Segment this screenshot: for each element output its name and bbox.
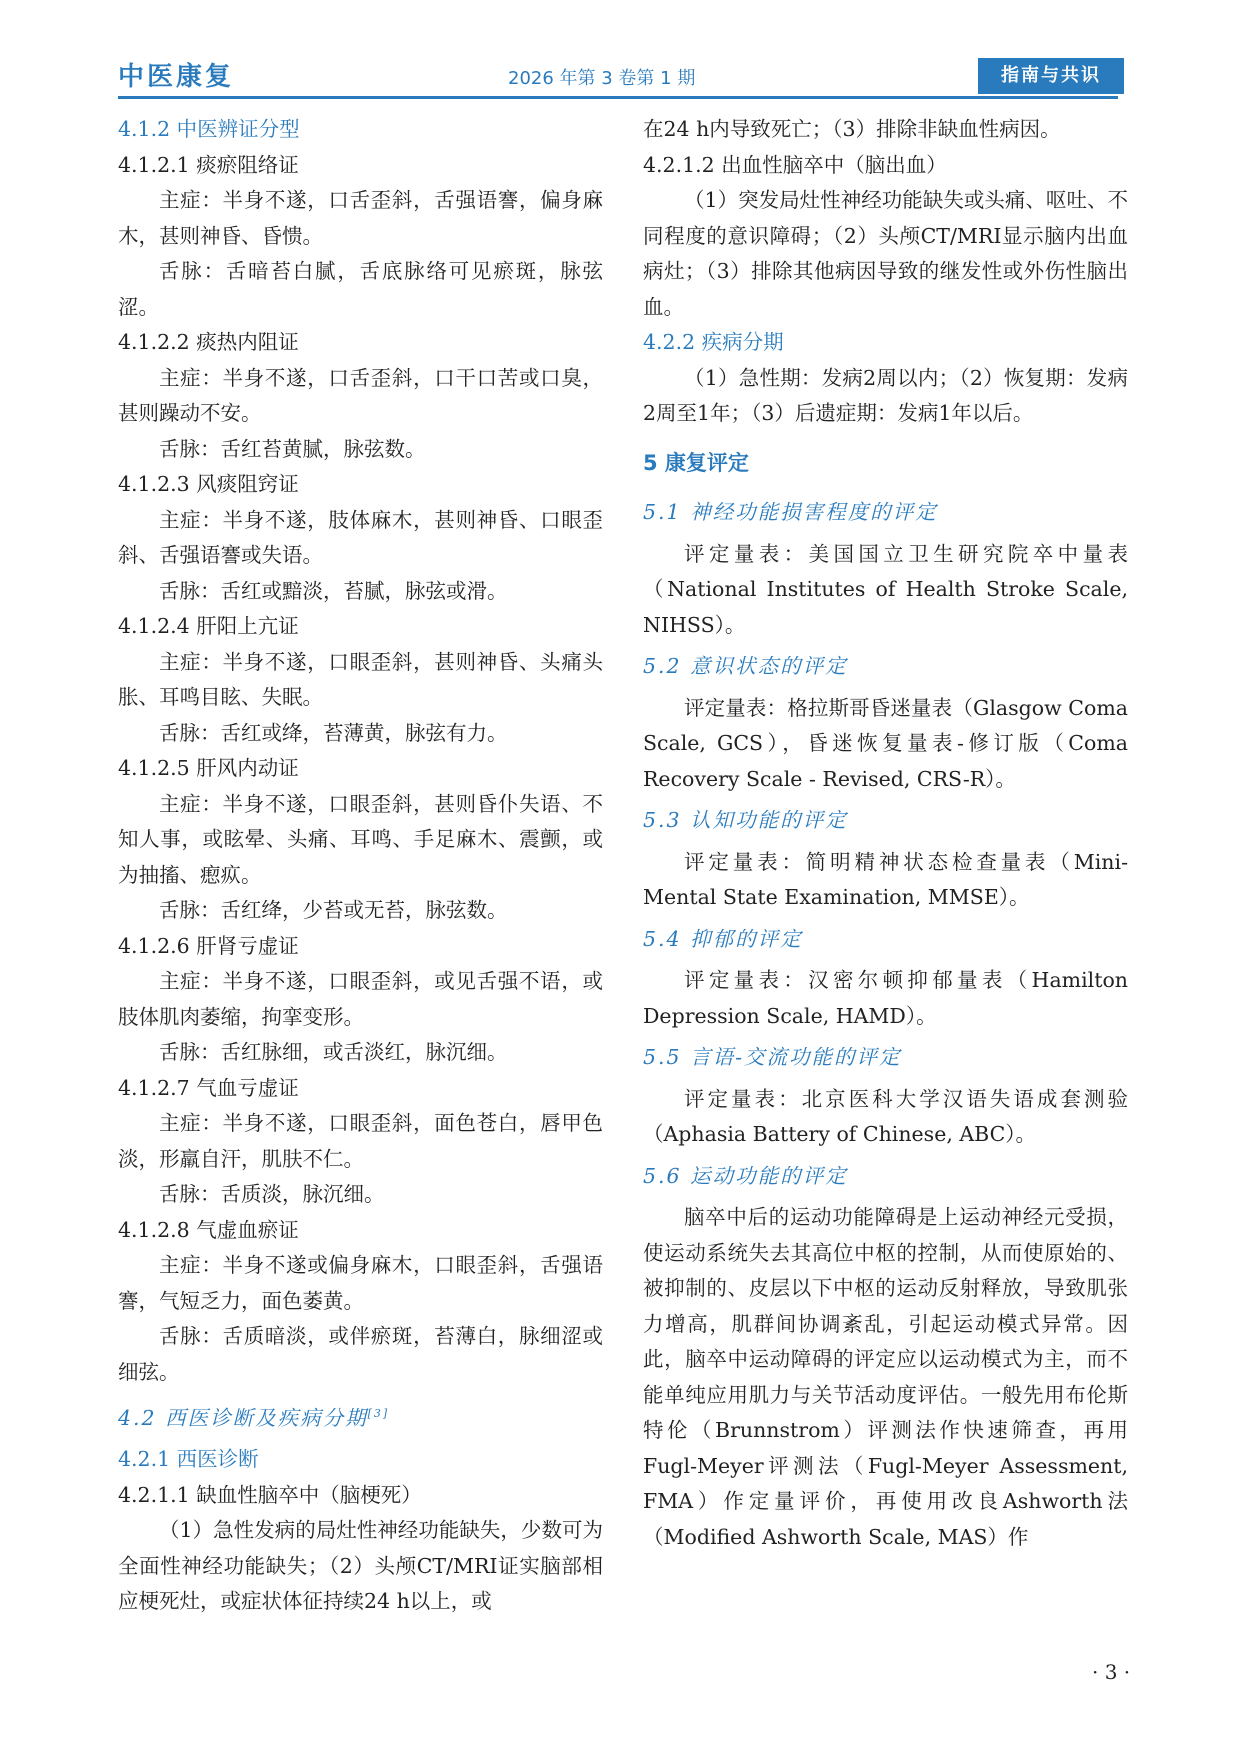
subsubsection-heading-text: 4.1.2.5 肝风内动证 xyxy=(118,756,299,780)
subsubsection-heading-text: 4.1.2.3 风痰阻窍证 xyxy=(118,472,299,496)
subsubsection-heading xyxy=(118,325,603,361)
paragraph xyxy=(118,1106,603,1177)
subsection-heading xyxy=(643,649,1128,685)
subsection-heading-text: 4.2.1 西医诊断 xyxy=(118,1447,259,1472)
subsubsection-heading xyxy=(643,148,1128,184)
paragraph-text: （1）急性发病的局灶性神经功能缺失，少数可为全面性神经功能缺失；（2）头颅CT/MRI证实脑部相应梗死灶，或症状体征持续24 h以上，或 xyxy=(118,1518,603,1614)
paragraph xyxy=(118,183,603,254)
paragraph xyxy=(118,574,603,610)
subsubsection-heading-text: 4.1.2.6 肝肾亏虚证 xyxy=(118,933,299,958)
paragraph-text: 舌脉：舌红脉细，或舌淡红，脉沉细。 xyxy=(159,1040,508,1064)
subsubsection-heading xyxy=(118,751,603,787)
subsection-heading-text: 5.3 认知功能的评定 xyxy=(643,808,848,832)
page-number: · 3 · xyxy=(1092,1660,1131,1684)
paragraph-text: 舌脉：舌质淡，脉沉细。 xyxy=(159,1182,385,1206)
paragraph xyxy=(118,1513,603,1620)
subsection-heading-text: 4.2.2 疾病分期 xyxy=(643,330,784,354)
paragraph-text: 舌脉：舌红苔黄腻，脉弦数。 xyxy=(159,436,426,461)
section-badge: 指南与共识 xyxy=(978,58,1124,94)
paragraph xyxy=(643,691,1128,798)
paragraph-text: 评定量表：简明精神状态检查量表（Mini-Mental State Examination, MMSE）。 xyxy=(643,849,1128,909)
paragraph xyxy=(118,361,603,432)
paragraph-text: （1）突发局灶性神经功能缺失或头痛、呕吐、不同程度的意识障碍；（2）头颅CT/MRI显示脑内出血病灶；（3）排除其他病因导致的继发性或外伤性脑出血。 xyxy=(643,188,1128,319)
paragraph-text: 舌脉：舌暗苔白腻，舌底脉络可见瘀斑，脉弦涩。 xyxy=(118,259,603,319)
subsubsection-heading xyxy=(118,1213,603,1249)
subsection-heading xyxy=(643,922,1128,958)
subsubsection-heading xyxy=(118,1478,603,1514)
paragraph xyxy=(118,1035,603,1071)
paragraph xyxy=(118,1319,603,1390)
paragraph xyxy=(118,1248,603,1319)
running-header xyxy=(118,56,1118,96)
subsubsection-heading-text: 4.2.1.1 缺血性脑卒中（脑梗死） xyxy=(118,1482,422,1507)
subsection-heading-text: 5.1 神经功能损害程度的评定 xyxy=(643,500,938,524)
subsection-heading xyxy=(643,1040,1128,1076)
subsubsection-heading-text: 4.2.1.2 出血性脑卒中（脑出血） xyxy=(643,152,947,177)
subsection-heading xyxy=(643,1159,1128,1195)
subsubsection-heading-text: 4.1.2.7 气血亏虚证 xyxy=(118,1075,299,1100)
paragraph-text: 主症：半身不遂，肢体麻木，甚则神昏、口眼歪斜、舌强语謇或失语。 xyxy=(118,507,603,567)
paragraph-text: 评定量表：格拉斯哥昏迷量表（Glasgow Coma Scale, GCS），昏迷恢复量表-修订版（Coma Recovery Scale - Revised, CRS-R）。 xyxy=(643,695,1128,791)
subsection-heading xyxy=(118,112,603,148)
paragraph xyxy=(118,893,603,929)
left-column xyxy=(118,112,603,1620)
paragraph xyxy=(643,1200,1128,1555)
subsubsection-heading xyxy=(118,1071,603,1107)
subsubsection-heading-text: 4.1.2.1 痰瘀阻络证 xyxy=(118,152,299,177)
paragraph xyxy=(643,963,1128,1034)
subsection-heading-text: 5.2 意识状态的评定 xyxy=(643,654,848,678)
subsubsection-heading-text: 4.1.2.2 痰热内阻证 xyxy=(118,330,299,354)
paragraph-text: 舌脉：舌红或黯淡，苔腻，脉弦或滑。 xyxy=(159,578,508,603)
subsection-heading xyxy=(118,1396,603,1436)
subsection-heading-text: 5.5 言语-交流功能的评定 xyxy=(643,1045,902,1069)
subsection-heading xyxy=(643,803,1128,839)
paragraph-text: 评定量表：汉密尔顿抑郁量表（Hamilton Depression Scale, HAMD）。 xyxy=(643,968,1128,1028)
paragraph-text: 评定量表：北京医科大学汉语失语成套测验（Aphasia Battery of Chinese, ABC）。 xyxy=(643,1086,1128,1146)
paragraph xyxy=(118,645,603,716)
paragraph-text: （1）急性期：发病2周以内；（2）恢复期：发病2周至1年；（3）后遗症期：发病1年以后。 xyxy=(643,365,1128,425)
subsection-heading xyxy=(118,1442,603,1478)
paragraph xyxy=(643,537,1128,644)
paragraph xyxy=(118,503,603,574)
paragraph-text: 舌脉：舌红绛，少苔或无苔，脉弦数。 xyxy=(159,898,508,922)
paragraph-text: 舌脉：舌质暗淡，或伴瘀斑，苔薄白，脉细涩或细弦。 xyxy=(118,1324,603,1384)
journal-title: 中医康复 xyxy=(118,62,235,92)
paragraph-text: 在24 h内导致死亡；（3）排除非缺血性病因。 xyxy=(643,117,1061,141)
subsubsection-heading xyxy=(118,467,603,503)
subsubsection-heading-text: 4.1.2.4 肝阳上亢证 xyxy=(118,614,299,638)
subsection-heading xyxy=(643,325,1128,361)
paragraph xyxy=(643,1082,1128,1153)
subsubsection-heading-text: 4.1.2.8 气虚血瘀证 xyxy=(118,1217,299,1242)
paragraph-text: 主症：半身不遂，口舌歪斜，舌强语謇，偏身麻木，甚则神昏、昏愦。 xyxy=(118,188,603,248)
paragraph-text: 主症：半身不遂或偏身麻木，口眼歪斜，舌强语謇，气短乏力，面色萎黄。 xyxy=(118,1253,603,1313)
paragraph xyxy=(643,845,1128,916)
subsubsection-heading xyxy=(118,609,603,645)
paragraph xyxy=(643,183,1128,325)
issue-info: 2026 年第 3 卷第 1 期 xyxy=(508,68,696,89)
paragraph xyxy=(643,112,1128,148)
paragraph xyxy=(118,254,603,325)
paragraph xyxy=(118,1177,603,1213)
subsection-heading-text: 5.6 运动功能的评定 xyxy=(643,1163,848,1188)
paragraph-text: 主症：半身不遂，口眼歪斜，甚则昏仆失语、不知人事，或眩晕、头痛、耳鸣、手足麻木、震颤，或为抽搐、瘛疭。 xyxy=(118,791,603,887)
subsubsection-heading xyxy=(118,148,603,184)
paragraph-text: 主症：半身不遂，口舌歪斜，口干口苦或口臭，甚则躁动不安。 xyxy=(118,365,603,425)
paragraph-text: 主症：半身不遂，口眼歪斜，或见舌强不语，或肢体肌肉萎缩，拘挛变形。 xyxy=(118,969,603,1029)
subsection-heading-text: 4.2 西医诊断及疾病分期 xyxy=(118,1405,368,1430)
section-heading xyxy=(643,446,1128,482)
paragraph xyxy=(118,716,603,752)
header-rule xyxy=(118,96,1118,99)
right-column xyxy=(643,112,1128,1555)
paragraph xyxy=(118,432,603,468)
section-heading-text: 5 康复评定 xyxy=(643,450,749,475)
paragraph xyxy=(118,964,603,1035)
paragraph-text: 主症：半身不遂，口眼歪斜，面色苍白，唇甲色淡，形羸自汗，肌肤不仁。 xyxy=(118,1111,603,1171)
paragraph xyxy=(643,361,1128,432)
paragraph xyxy=(118,787,603,894)
subsection-heading-text: 5.4 抑郁的评定 xyxy=(643,926,803,951)
citation-ref: [3] xyxy=(367,1407,390,1420)
subsubsection-heading xyxy=(118,929,603,965)
paragraph-text: 舌脉：舌红或绛，苔薄黄，脉弦有力。 xyxy=(159,720,508,745)
subsection-heading xyxy=(643,495,1128,531)
paragraph-text: 主症：半身不遂，口眼歪斜，甚则神昏、头痛头胀、耳鸣目眩、失眠。 xyxy=(118,649,603,709)
subsection-heading-text: 4.1.2 中医辨证分型 xyxy=(118,117,300,141)
paragraph-text: 脑卒中后的运动功能障碍是上运动神经元受损，使运动系统失去其高位中枢的控制，从而使原始的、被抑制的、皮层以下中枢的运动反射释放，导致肌张力增高，肌群间协调紊乱，引起运动模式异常。因此，脑卒中运动障碍的评定应以运动模式为主，而不能单纯应用肌力与关节活动度评估。一般先用布伦斯特伦（Brunnstrom）评测法作快速筛查，再用Fugl-Meyer评测法（Fugl-Meyer Assessment, FMA）作定量评价，再使用改良Ashworth法（Modified Ashworth Scale, MAS）作 xyxy=(643,1205,1128,1549)
paragraph-text: 评定量表：美国国立卫生研究院卒中量表（National Institutes of Health Stroke Scale, NIHSS）。 xyxy=(643,541,1128,637)
